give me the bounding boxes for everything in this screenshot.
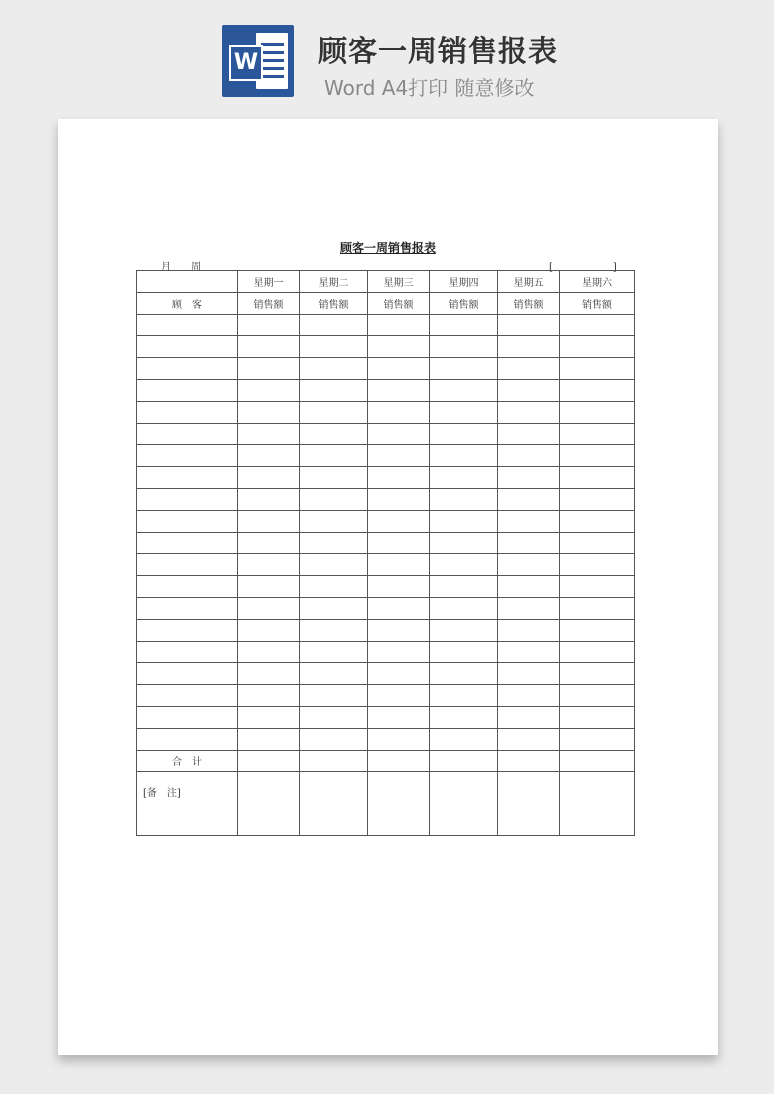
table-cell[interactable] — [238, 706, 300, 728]
table-row — [137, 597, 635, 619]
table-cell[interactable] — [430, 641, 498, 663]
table-cell[interactable] — [430, 706, 498, 728]
table-cell[interactable] — [498, 488, 560, 510]
table-cell[interactable] — [137, 728, 238, 750]
total-cell[interactable] — [560, 750, 635, 772]
table-cell[interactable] — [498, 467, 560, 489]
table-row — [137, 488, 635, 510]
day-header: 星期六 — [560, 271, 635, 293]
day-header: 星期五 — [498, 271, 560, 293]
table-cell[interactable] — [300, 467, 368, 489]
table-cell[interactable] — [368, 467, 430, 489]
table-cell[interactable] — [238, 663, 300, 685]
table-cell[interactable] — [498, 685, 560, 707]
table-cell[interactable] — [137, 445, 238, 467]
table-cell[interactable] — [560, 445, 635, 467]
table-cell[interactable] — [137, 358, 238, 380]
customer-header: 顾 客 — [137, 292, 238, 314]
table-cell[interactable] — [430, 619, 498, 641]
table-cell[interactable] — [430, 445, 498, 467]
table-cell[interactable] — [560, 358, 635, 380]
total-label: 合 计 — [137, 750, 238, 772]
table-cell[interactable] — [238, 423, 300, 445]
table-cell[interactable] — [238, 488, 300, 510]
table-cell[interactable] — [300, 706, 368, 728]
table-row — [137, 379, 635, 401]
table-row — [137, 467, 635, 489]
table-cell[interactable] — [498, 532, 560, 554]
table-cell[interactable] — [368, 554, 430, 576]
table-cell[interactable] — [560, 641, 635, 663]
document-title: 顾客一周销售报表 — [339, 241, 436, 255]
table-cell[interactable] — [368, 423, 430, 445]
table-row — [137, 663, 635, 685]
table-row — [137, 706, 635, 728]
table-cell[interactable] — [238, 554, 300, 576]
table-cell[interactable] — [300, 663, 368, 685]
table-cell[interactable] — [560, 619, 635, 641]
table-cell[interactable] — [238, 379, 300, 401]
table-cell[interactable] — [300, 641, 368, 663]
table-row — [137, 314, 635, 336]
table-cell[interactable] — [430, 597, 498, 619]
table-row — [137, 445, 635, 467]
table-cell[interactable] — [368, 314, 430, 336]
table-row — [137, 728, 635, 750]
table-cell[interactable] — [560, 314, 635, 336]
table-cell[interactable] — [238, 576, 300, 598]
table-cell[interactable] — [368, 597, 430, 619]
table-cell[interactable] — [368, 445, 430, 467]
total-cell[interactable] — [368, 750, 430, 772]
table-cell[interactable] — [498, 554, 560, 576]
notes-cell[interactable] — [368, 772, 430, 836]
table-cell[interactable] — [560, 685, 635, 707]
table-cell[interactable] — [560, 597, 635, 619]
table-cell[interactable] — [238, 728, 300, 750]
sales-header-row — [137, 292, 635, 314]
table-cell[interactable] — [498, 336, 560, 358]
table-cell[interactable] — [498, 728, 560, 750]
table-cell[interactable] — [498, 597, 560, 619]
table-cell[interactable] — [498, 663, 560, 685]
table-cell[interactable] — [560, 401, 635, 423]
day-header: 星期四 — [430, 271, 498, 293]
table-cell[interactable] — [368, 641, 430, 663]
table-cell[interactable] — [560, 576, 635, 598]
sales-header: 销售额 — [300, 292, 368, 314]
table-cell[interactable] — [498, 576, 560, 598]
table-cell[interactable] — [238, 314, 300, 336]
table-cell[interactable] — [560, 706, 635, 728]
table-row — [137, 510, 635, 532]
notes-cell[interactable] — [238, 772, 300, 836]
notes-cell[interactable] — [300, 772, 368, 836]
table-cell[interactable] — [137, 401, 238, 423]
table-cell[interactable] — [560, 488, 635, 510]
notes-row — [137, 772, 635, 836]
table-cell[interactable] — [368, 706, 430, 728]
table-cell[interactable] — [368, 488, 430, 510]
banner-title: 顾客一周销售报表 — [318, 34, 559, 68]
table-cell[interactable] — [238, 597, 300, 619]
table-cell[interactable] — [137, 685, 238, 707]
table-cell[interactable] — [368, 379, 430, 401]
table-cell[interactable] — [430, 576, 498, 598]
table-cell[interactable] — [137, 336, 238, 358]
table-cell[interactable] — [300, 401, 368, 423]
table-cell[interactable] — [430, 510, 498, 532]
table-row — [137, 685, 635, 707]
table-cell[interactable] — [498, 706, 560, 728]
table-row — [137, 358, 635, 380]
sales-header: 销售额 — [368, 292, 430, 314]
table-cell[interactable] — [368, 401, 430, 423]
sales-header: 销售额 — [238, 292, 300, 314]
table-cell[interactable] — [137, 554, 238, 576]
table-cell[interactable] — [300, 423, 368, 445]
table-cell[interactable] — [560, 554, 635, 576]
table-row — [137, 336, 635, 358]
table-cell[interactable] — [238, 467, 300, 489]
table-cell[interactable] — [368, 576, 430, 598]
table-cell[interactable] — [498, 619, 560, 641]
total-row — [137, 750, 635, 772]
table-cell[interactable] — [430, 358, 498, 380]
table-cell[interactable] — [368, 358, 430, 380]
table-cell[interactable] — [300, 358, 368, 380]
table-cell[interactable] — [430, 728, 498, 750]
table-cell[interactable] — [300, 554, 368, 576]
table-cell[interactable] — [430, 379, 498, 401]
banner-subtitle: Word A4打印 随意修改 — [324, 76, 535, 100]
table-cell[interactable] — [137, 641, 238, 663]
table-cell[interactable] — [300, 336, 368, 358]
sales-table — [136, 270, 635, 836]
table-cell[interactable] — [300, 532, 368, 554]
table-cell[interactable] — [560, 379, 635, 401]
total-cell[interactable] — [300, 750, 368, 772]
table-cell[interactable] — [300, 379, 368, 401]
corner-cell — [137, 271, 238, 293]
table-cell[interactable] — [238, 445, 300, 467]
table-cell[interactable] — [137, 597, 238, 619]
notes-cell[interactable] — [498, 772, 560, 836]
table-cell[interactable] — [300, 576, 368, 598]
table-cell[interactable] — [300, 728, 368, 750]
table-cell[interactable] — [498, 510, 560, 532]
table-cell[interactable] — [560, 532, 635, 554]
table-cell[interactable] — [498, 423, 560, 445]
table-cell[interactable] — [430, 663, 498, 685]
table-cell[interactable] — [238, 532, 300, 554]
table-cell[interactable] — [498, 401, 560, 423]
total-cell[interactable] — [430, 750, 498, 772]
table-cell[interactable] — [300, 619, 368, 641]
table-row — [137, 641, 635, 663]
table-cell[interactable] — [137, 706, 238, 728]
total-cell[interactable] — [238, 750, 300, 772]
table-cell[interactable] — [137, 532, 238, 554]
table-cell[interactable] — [368, 663, 430, 685]
table-cell[interactable] — [238, 358, 300, 380]
day-header-row — [137, 271, 635, 293]
table-cell[interactable] — [430, 423, 498, 445]
table-cell[interactable] — [300, 445, 368, 467]
table-cell[interactable] — [137, 663, 238, 685]
table-row — [137, 576, 635, 598]
table-cell[interactable] — [137, 576, 238, 598]
table-cell[interactable] — [430, 336, 498, 358]
table-cell[interactable] — [137, 619, 238, 641]
document-page — [58, 119, 718, 1055]
table-cell[interactable] — [137, 423, 238, 445]
word-letter: W — [229, 45, 263, 81]
table-cell[interactable] — [137, 314, 238, 336]
table-cell[interactable] — [560, 728, 635, 750]
table-cell[interactable] — [560, 423, 635, 445]
sales-header: 销售额 — [560, 292, 635, 314]
table-cell[interactable] — [300, 685, 368, 707]
table-cell[interactable] — [368, 532, 430, 554]
day-header: 星期三 — [368, 271, 430, 293]
word-document-icon — [222, 25, 294, 97]
table-row — [137, 554, 635, 576]
table-row — [137, 532, 635, 554]
table-cell[interactable] — [498, 445, 560, 467]
table-cell[interactable] — [430, 467, 498, 489]
table-cell[interactable] — [498, 314, 560, 336]
table-cell[interactable] — [238, 510, 300, 532]
table-cell[interactable] — [368, 336, 430, 358]
table-cell[interactable] — [368, 728, 430, 750]
table-cell[interactable] — [137, 467, 238, 489]
table-cell[interactable] — [300, 488, 368, 510]
table-cell[interactable] — [560, 510, 635, 532]
table-cell[interactable] — [430, 554, 498, 576]
notes-label: [备 注] — [137, 772, 238, 836]
table-cell[interactable] — [238, 336, 300, 358]
day-header: 星期一 — [238, 271, 300, 293]
table-cell[interactable] — [300, 510, 368, 532]
banner — [0, 0, 774, 118]
sales-header: 销售额 — [430, 292, 498, 314]
table-row — [137, 423, 635, 445]
table-cell[interactable] — [430, 685, 498, 707]
table-cell[interactable] — [498, 641, 560, 663]
table-cell[interactable] — [560, 336, 635, 358]
table-cell[interactable] — [137, 488, 238, 510]
table-cell[interactable] — [368, 510, 430, 532]
table-cell[interactable] — [560, 663, 635, 685]
notes-cell[interactable] — [430, 772, 498, 836]
table-cell[interactable] — [498, 379, 560, 401]
notes-cell[interactable] — [560, 772, 635, 836]
month-week-label: 月 周 — [161, 262, 201, 273]
table-cell[interactable] — [430, 401, 498, 423]
table-cell[interactable] — [368, 685, 430, 707]
table-cell[interactable] — [300, 597, 368, 619]
day-header: 星期二 — [300, 271, 368, 293]
table-row — [137, 619, 635, 641]
table-cell[interactable] — [238, 641, 300, 663]
table-cell[interactable] — [430, 488, 498, 510]
table-cell[interactable] — [430, 314, 498, 336]
table-cell[interactable] — [238, 685, 300, 707]
table-cell[interactable] — [137, 379, 238, 401]
total-cell[interactable] — [498, 750, 560, 772]
sales-header: 销售额 — [498, 292, 560, 314]
table-cell[interactable] — [498, 358, 560, 380]
table-cell[interactable] — [368, 619, 430, 641]
date-bracket: [ ] — [549, 262, 617, 273]
table-cell[interactable] — [238, 401, 300, 423]
table-cell[interactable] — [560, 467, 635, 489]
table-cell[interactable] — [238, 619, 300, 641]
table-row — [137, 401, 635, 423]
table-cell[interactable] — [300, 314, 368, 336]
table-cell[interactable] — [137, 510, 238, 532]
table-cell[interactable] — [430, 532, 498, 554]
